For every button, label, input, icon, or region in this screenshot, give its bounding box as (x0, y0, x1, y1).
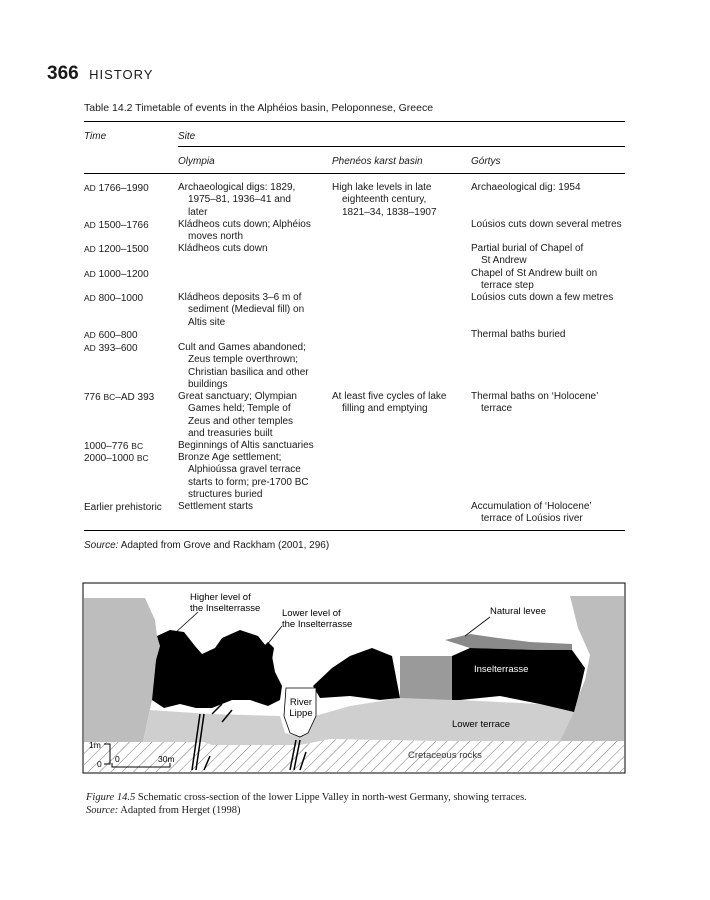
gortys-line: St Andrew (481, 255, 527, 267)
olympia-line: Zeus temple overthrown; (188, 354, 299, 366)
olympia-line: buildings (188, 378, 228, 390)
time-sc: AD (84, 343, 96, 353)
time-post: 600–800 (95, 330, 138, 341)
time-sc: BC (136, 453, 149, 463)
pheneos-line: High lake levels in late (332, 182, 432, 193)
olympia-line: Zeus and other temples (188, 415, 294, 427)
time-post: 800–1000 (95, 293, 144, 304)
gortys-line: Thermal baths buried (471, 329, 566, 340)
olympia-line: Altis site (188, 316, 226, 328)
time-sc: BC (131, 441, 144, 451)
time-post: 393–600 (95, 343, 138, 354)
figure-caption-line (86, 791, 646, 804)
label-lower-terrace: Lower terrace (452, 719, 511, 730)
time-post: 1000–1200 (95, 269, 149, 280)
scale-vertical-label: 1m (89, 740, 101, 750)
gortys-line: Loúsios cuts down several metres (471, 219, 622, 230)
time-sc: AD (84, 220, 96, 230)
label-cretaceous-rocks: Cretaceous rocks (408, 750, 482, 761)
olympia-line: Archaeological digs: 1829, (178, 182, 296, 193)
olympia-line: starts to form; pre-1700 BC (188, 476, 309, 488)
time-sc: AD (84, 293, 96, 303)
figure-source-text: Adapted from Herget (1998) (118, 805, 241, 816)
label-inselterrasse: Inselterrasse (474, 664, 529, 675)
pheneos-line: filling and emptying (342, 403, 428, 415)
label-lower-level: Lower level of the Inselterrasse (282, 608, 353, 630)
time-sc: AD (84, 183, 96, 193)
header-gortys: Górtys (471, 156, 501, 167)
gortys-line: terrace of Loúsios river (481, 513, 583, 525)
olympia-line: 1975–81, 1936–41 and (188, 194, 291, 206)
olympia-line: sediment (Medieval fill) on (188, 304, 305, 316)
gortys-line: Loúsios cuts down a few metres (471, 292, 614, 303)
olympia-line: moves north (188, 231, 244, 243)
time-pre: 2000–1000 (84, 453, 137, 464)
table-caption: Table 14.2 Timetable of events in the Alphéios basin, Peloponnese, Greece (84, 102, 434, 114)
time-post: 1500–1766 (95, 220, 149, 231)
time-pre: 776 (84, 392, 104, 403)
gortys-line: terrace (481, 403, 513, 415)
olympia-line: Settlement starts (178, 501, 254, 512)
label-natural-levee: Natural levee (490, 606, 546, 617)
olympia-line: Bronze Age settlement; (178, 452, 282, 463)
time-sc: BC (103, 392, 116, 402)
time-pre: 1000–776 (84, 441, 132, 452)
scale-vertical-zero: 0 (97, 759, 102, 769)
olympia-line: Christian basilica and other (188, 366, 309, 378)
olympia-line: Cult and Games abandoned; (178, 342, 306, 353)
scale-horizontal-label: 30m (158, 754, 175, 764)
page-number: 366 (47, 63, 79, 84)
table-source-text: Adapted from Grove and Rackham (2001, 296) (118, 540, 330, 551)
olympia-line: structures buried (188, 488, 263, 500)
gortys-line: Thermal baths on ‘Holocene’ (471, 391, 599, 402)
figure-caption (86, 791, 646, 817)
gortys-line: Archaeological dig: 1954 (471, 182, 581, 193)
scale-horizontal-zero: 0 (115, 754, 120, 764)
time-sc: AD (84, 244, 96, 254)
pheneos-line: At least five cycles of lake (332, 391, 447, 402)
figure-caption-label: Figure 14.5 (86, 792, 136, 803)
header-site: Site (178, 131, 196, 142)
olympia-line: later (188, 206, 208, 218)
gortys-line: Accumulation of ‘Holocene’ (471, 501, 592, 512)
gortys-line: terrace step (481, 280, 534, 292)
label-river-lippe: River Lippe (289, 697, 313, 719)
header-time: Time (84, 131, 107, 142)
gortys-line: Partial burial of Chapel of (471, 243, 584, 254)
upper-floodplain-gray (400, 656, 452, 700)
table-source-label: Source: (84, 540, 119, 551)
olympia-line: Kládheos cuts down (178, 243, 268, 254)
header-pheneos: Phenéos karst basin (332, 156, 423, 167)
pheneos-line: 1821–34, 1838–1907 (342, 206, 437, 218)
label-higher-level: Higher level of the Inselterrasse (190, 592, 261, 614)
time-sc: AD (84, 269, 96, 279)
time-post: 1766–1990 (95, 183, 149, 194)
header-olympia: Olympia (178, 156, 215, 167)
olympia-line: Games held; Temple of (188, 403, 291, 415)
gortys-line: Chapel of St Andrew built on (471, 268, 598, 279)
time-post: 1200–1500 (95, 244, 149, 255)
olympia-line: Kládheos deposits 3–6 m of (178, 292, 302, 303)
olympia-line: Kládheos cuts down; Alphéios (178, 219, 311, 230)
time-pre: Earlier prehistoric (84, 502, 162, 513)
figure-source-line (86, 804, 646, 817)
olympia-line: and treasuries built (188, 427, 273, 439)
figure-source-label: Source: (86, 805, 119, 816)
figure-caption-text: Schematic cross-section of the lower Lippe Valley in north-west Germany, showing terraces. (135, 792, 527, 803)
running-head: HISTORY (89, 67, 154, 82)
olympia-line: Alphioússa gravel terrace (188, 464, 301, 476)
olympia-line: Great sanctuary; Olympian (178, 391, 297, 402)
pheneos-line: eighteenth century, (342, 194, 427, 206)
olympia-line: Beginnings of Altis sanctuaries (178, 440, 314, 451)
time-post: –AD 393 (115, 392, 155, 403)
time-sc: AD (84, 330, 96, 340)
